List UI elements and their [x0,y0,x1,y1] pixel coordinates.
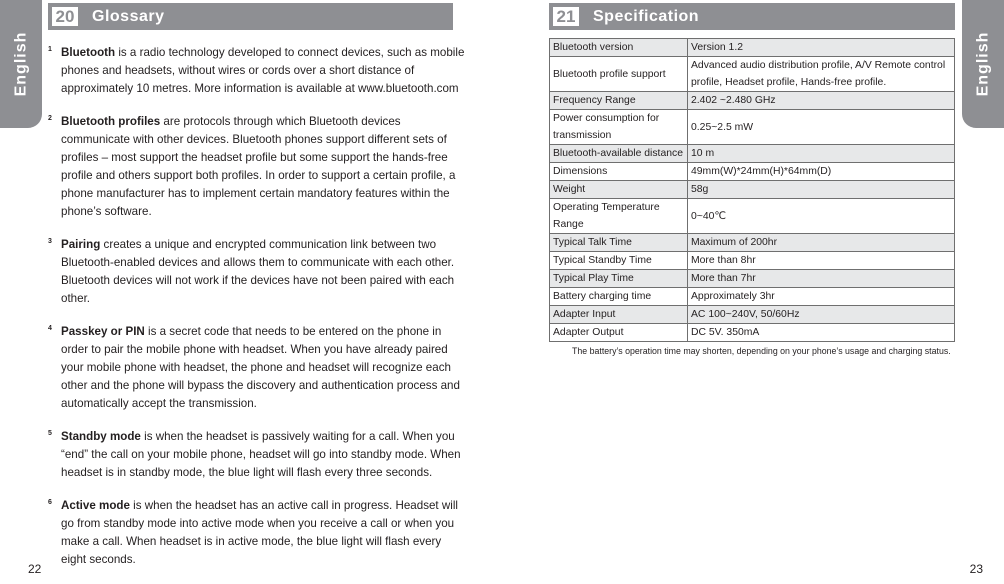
spec-label: Adapter Input [550,306,688,324]
glossary-term: Pairing [61,238,101,251]
glossary-entry-number: 5 [48,430,52,437]
spec-row [550,252,955,270]
language-tab-left [0,0,42,128]
spec-value: AC 100~240V, 50/60Hz [688,306,955,324]
spec-value: Approximately 3hr [688,288,955,306]
language-tab-right [962,0,1004,128]
glossary-term: Bluetooth [61,46,116,59]
spec-row [550,39,955,57]
spec-label: Bluetooth version [550,39,688,57]
spec-label: Frequency Range [550,92,688,110]
glossary-term: Standby mode [61,430,141,443]
glossary-definition: is when the headset is passively waiting for a call. When you “end” the call on your mobile phone, headset will go into standby mode. When headset is in standby mode, the blue light will flash every three seconds. [61,430,461,479]
glossary-entry [48,236,468,308]
spec-label: Power consumption for transmission [550,110,688,145]
glossary-entry [48,497,468,569]
spec-label: Bluetooth-available distance [550,145,688,163]
specification-section [549,38,955,356]
spec-label: Typical Standby Time [550,252,688,270]
glossary-entry [48,428,468,482]
spec-label: Operating Temperature Range [550,199,688,234]
specification-title: Specification [593,7,700,25]
glossary-entry-number: 2 [48,115,52,122]
glossary-entry-number: 1 [48,46,52,53]
glossary-entry [48,323,468,413]
spec-label: Adapter Output [550,324,688,342]
spec-value: Version 1.2 [688,39,955,57]
spec-row [550,110,955,145]
language-tab-right-label: English [974,31,991,97]
specification-section-number: 21 [551,5,581,28]
glossary-term: Active mode [61,499,130,512]
page-number-left: 22 [28,562,42,576]
spec-value: 10 m [688,145,955,163]
spec-label: Dimensions [550,163,688,181]
spec-row [550,270,955,288]
spec-value: Maximum of 200hr [688,234,955,252]
glossary-definition: is a radio technology developed to connect devices, such as mobile phones and headsets, without wires or cords over a short distance of approximately 10 metres. More information is available at www.bluetooth.com [61,46,465,95]
spec-row [550,324,955,342]
glossary-title: Glossary [92,7,165,25]
spec-row [550,145,955,163]
spec-row [550,163,955,181]
spec-row [550,92,955,110]
spec-label: Typical Talk Time [550,234,688,252]
glossary-list [48,44,468,584]
battery-note: The battery’s operation time may shorten, depending on your phone’s usage and charging status. [572,346,951,356]
spec-label: Typical Play Time [550,270,688,288]
glossary-entry [48,113,468,221]
language-tab-left-label: English [12,31,29,97]
spec-row [550,57,955,92]
glossary-definition: are protocols through which Bluetooth devices communicate with other devices. Bluetooth phones support different sets of profiles – most support the headset profile but some support the hands-free profile and others support both profiles. In order to support a certain profile, a phone manufacturer has to implement certain mandatory features within the phone’s software. [61,115,456,218]
spec-label: Battery charging time [550,288,688,306]
spec-row [550,181,955,199]
spec-value: 0~40℃ [688,199,955,234]
spec-value: 58g [688,181,955,199]
spec-row [550,306,955,324]
spec-value: DC 5V. 350mA [688,324,955,342]
specification-table [549,38,955,342]
glossary-entry-number: 3 [48,238,52,245]
spec-row [550,199,955,234]
glossary-term: Bluetooth profiles [61,115,161,128]
glossary-entry-number: 4 [48,325,52,332]
glossary-definition: is when the headset has an active call in progress. Headset will go from standby mode into active mode when you receive a call or when you make a call. When headset is in active mode, the blue light will flash every eight seconds. [61,499,458,566]
spec-label: Bluetooth profile support [550,57,688,92]
spec-value: 0.25~2.5 mW [688,110,955,145]
spec-value: 2.402 ~2.480 GHz [688,92,955,110]
glossary-entry-number: 6 [48,499,52,506]
page-number-right: 23 [969,562,983,576]
spec-value: More than 7hr [688,270,955,288]
glossary-entry [48,44,468,98]
spec-value: 49mm(W)*24mm(H)*64mm(D) [688,163,955,181]
glossary-definition: is a secret code that needs to be entered on the phone in order to pair the mobile phone with headset. When you have already paired your mobile phone with headset, the phone and headset will recognize each other and the phone will bypass the discovery and authentication process and automatically accept the transmission. [61,325,460,410]
glossary-definition: creates a unique and encrypted communication link between two Bluetooth-enabled devices and allows them to communicate with each other. Bluetooth devices will not work if the devices have not been paired with each other. [61,238,455,305]
glossary-section-number: 20 [50,5,80,28]
spec-row [550,288,955,306]
spec-label: Weight [550,181,688,199]
glossary-term: Passkey or PIN [61,325,145,338]
specification-header [549,3,955,30]
glossary-header [48,3,453,30]
spec-row [550,234,955,252]
spec-value: Advanced audio distribution profile, A/V Remote control profile, Headset profile, Hands-free profile. [688,57,955,92]
spec-value: More than 8hr [688,252,955,270]
